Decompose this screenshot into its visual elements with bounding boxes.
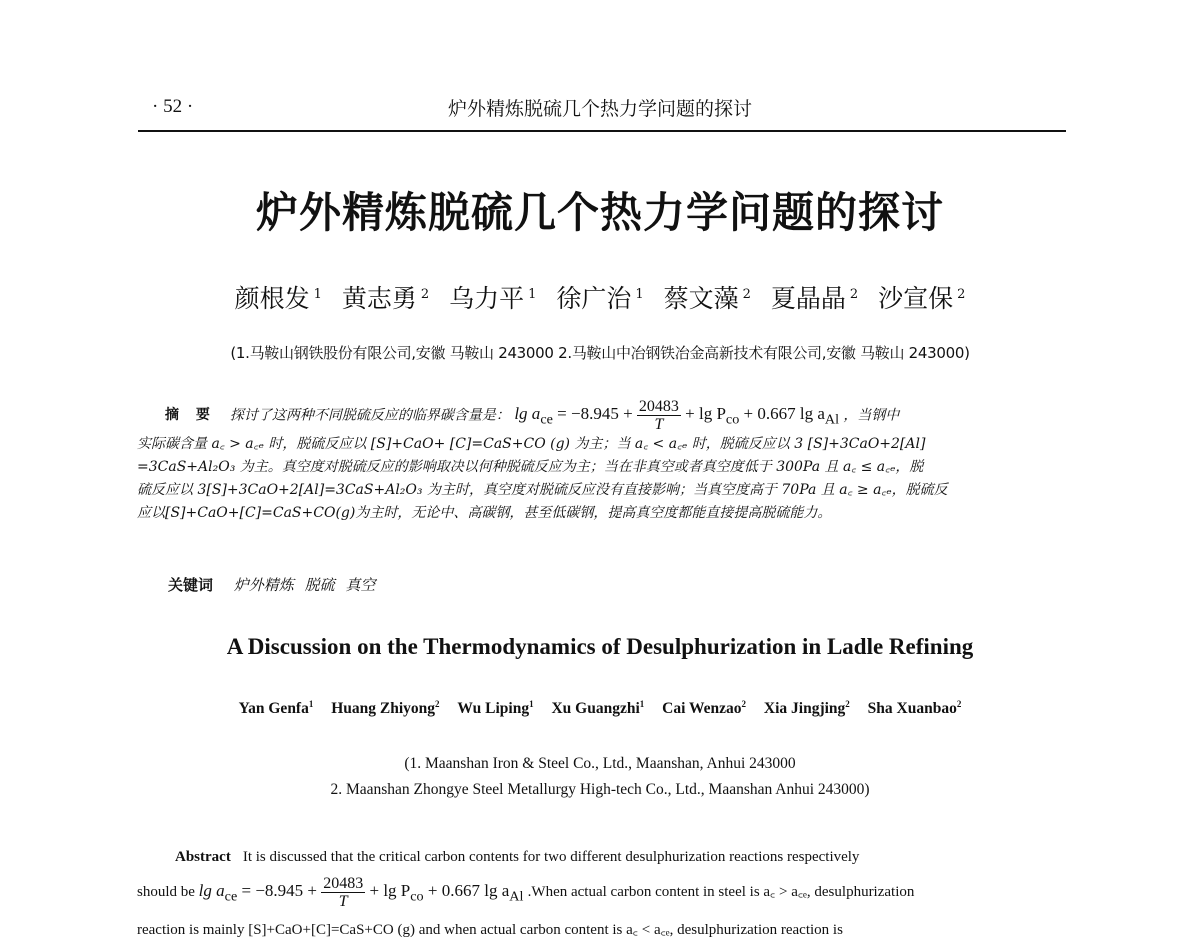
author-en: Wu Liping$^1$ bbox=[457, 699, 534, 718]
keywords-cn bbox=[168, 574, 381, 595]
running-title: 炉外精炼脱硫几个热力学问题的探讨 bbox=[447, 98, 752, 120]
header-rule bbox=[138, 130, 1066, 132]
abstract-cn-line2: 实际碳含量 a꜀ > a꜀ₑ 时，脱硫反应以 [S]+CaO+ [C]=CaS+CO (g) 为主；当 a꜀ < a꜀ₑ 时，脱硫反应以 3 [S]+3CaO+2[Al] bbox=[137, 436, 926, 452]
author-cn: 徐广治 $^1$ bbox=[556, 284, 644, 313]
critical-carbon-formula: $\lg a_{ce} = -8.945$ + $\frac{20483}{T}$ + $\lg P_{co} + 0.667$ $\lg a_{Al}$ bbox=[514, 398, 840, 433]
abstract-cn-line3: =3CaS+Al₂O₃ 为主。真空度对脱硫反应的影响取决以何种脱硫反应为主；当在非真空或者真空度低于 300Pa 且 a꜀ ≤ a꜀ₑ，脱 bbox=[137, 459, 924, 475]
abstract-cn bbox=[137, 398, 1068, 525]
abstract-en-line2: should be $\lg a_{ce} = -8.945$ + $\frac{20483}{T}$ + $\lg P_{co} + 0.667$ $\lg a_{Al}$ .When actual carbon content in steel is a꜀ > a꜀ₑ, desulphurization bbox=[137, 874, 915, 910]
author-en: Huang Zhiyong$^2$ bbox=[331, 699, 440, 718]
author-cn: 蔡文藻 $^2$ bbox=[663, 284, 751, 313]
affiliation-en-1: (1. Maanshan Iron & Steel Co., Ltd., Maanshan, Anhui 243000 bbox=[404, 755, 796, 772]
author-en: Yan Genfa$^1$ bbox=[238, 699, 314, 718]
abstract-cn-label: 摘 要 bbox=[165, 407, 216, 424]
critical-carbon-formula-en: $\lg a_{ce} = -8.945$ + $\frac{20483}{T}$ + $\lg P_{co} + 0.667$ $\lg a_{Al}$ bbox=[198, 874, 524, 910]
title-cn: 炉外精炼脱硫几个热力学问题的探讨 bbox=[255, 188, 944, 237]
author-cn: 沙宣保 $^2$ bbox=[878, 284, 966, 313]
abstract-cn-line4: 硫反应以 3[S]+3CaO+2[Al]=3CaS+Al₂O₃ 为主时，真空度对脱硫反应没有直接影响；当真空度高于 70Pa 且 a꜀ ≥ a꜀ₑ，脱硫反 bbox=[137, 482, 948, 498]
abstract-en-line1: Abstract It is discussed that the critical carbon contents for two different desulphurization reactions respectively bbox=[175, 849, 860, 865]
authors-en bbox=[0, 699, 1200, 718]
title-en: A Discussion on the Thermodynamics of Desulphurization in Ladle Refining bbox=[226, 634, 974, 659]
abstract-en-line3: reaction is mainly [S]+CaO+[C]=CaS+CO (g) and when actual carbon content is a꜀ < a꜀ₑ, desulphurization reaction is bbox=[137, 922, 843, 939]
author-cn: 颜根发 $^1$ bbox=[234, 284, 322, 313]
author-cn: 夏晶晶 $^2$ bbox=[770, 284, 859, 313]
affiliation-en-2: 2. Maanshan Zhongye Steel Metallurgy High-tech Co., Ltd., Maanshan Anhui 243000) bbox=[330, 781, 870, 798]
author-cn: 乌力平 $^1$ bbox=[449, 284, 537, 313]
keyword: 脱硫 bbox=[304, 576, 335, 594]
keywords-label: 关键词 bbox=[168, 576, 214, 594]
author-en: Xu Guangzhi$^1$ bbox=[551, 699, 645, 718]
abstract-en bbox=[137, 840, 1068, 947]
affiliation-cn: (1.马鞍山钢铁股份有限公司,安徽 马鞍山 243000 2.马鞍山中冶钢铁冶金高新技术有限公司,安徽 马鞍山 243000) bbox=[230, 344, 970, 362]
keyword: 炉外精炼 bbox=[233, 576, 294, 594]
author-cn: 黄志勇 $^2$ bbox=[341, 284, 430, 313]
abstract-en-label: Abstract bbox=[175, 849, 231, 865]
fraction-en: $\frac{20483}{T}$ bbox=[323, 874, 364, 910]
authors-cn bbox=[0, 279, 1200, 315]
keyword: 真空 bbox=[345, 576, 376, 594]
abstract-cn-line5: 应以[S]+CaO+[C]=CaS+CO(g)为主时，无论中、高碳钢，甚至低碳钢，提高真空度都能直接提高脱硫能力。 bbox=[137, 505, 832, 521]
author-en: Sha Xuanbao$^2$ bbox=[867, 699, 962, 718]
author-en: Xia Jingjing$^2$ bbox=[763, 699, 850, 718]
page-number: · 52 · bbox=[152, 96, 194, 117]
abstract-cn-line1: 摘 要 探讨了这两种不同脱硫反应的临界碳含量是： $\lg a_{ce} = -8.945$ + $\frac{20483}{T}$ + $\lg P_{co} + 0.667$ $\lg a_{Al}$ ，当钢中 bbox=[165, 398, 900, 433]
fraction: $\frac{20483}{T}$ bbox=[638, 398, 679, 433]
abstract-cn-intro: 探讨了这两种不同脱硫反应的临界碳含量是： bbox=[229, 407, 510, 424]
author-en: Cai Wenzao$^2$ bbox=[662, 699, 747, 718]
